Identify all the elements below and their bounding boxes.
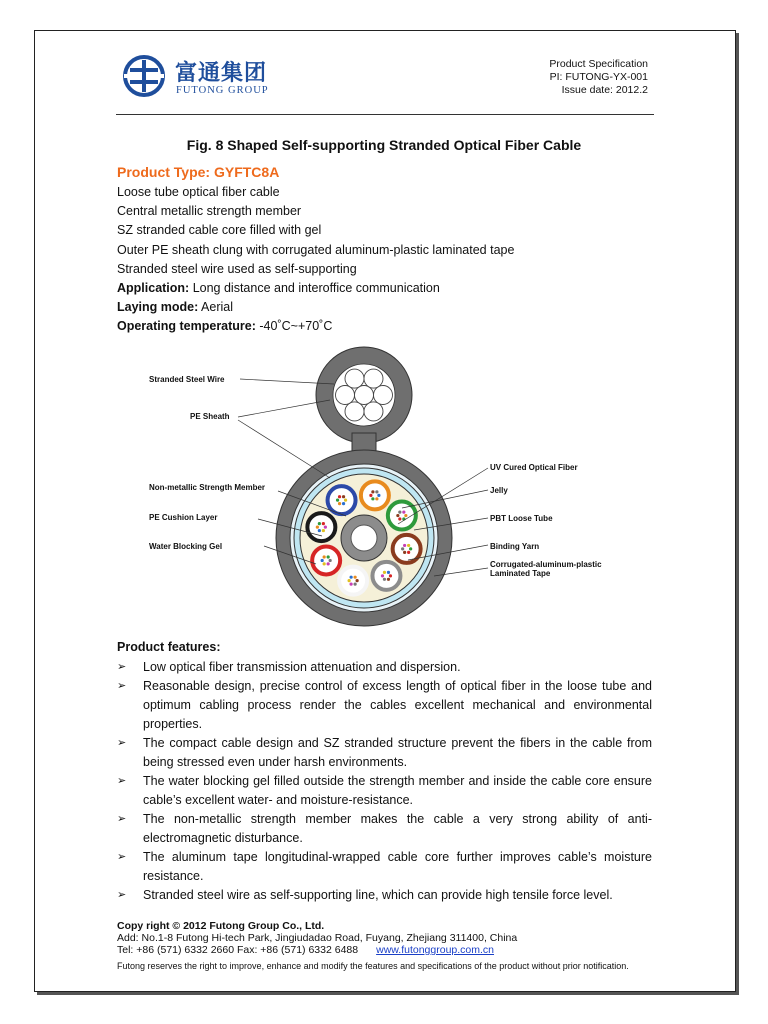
- optical-fiber: [396, 514, 399, 517]
- steel-wire: [355, 386, 374, 405]
- copyright: Copy right © 2012 Futong Group Co., Ltd.: [117, 920, 325, 932]
- spec-line: Product Specification: [549, 58, 648, 70]
- optical-fiber: [403, 551, 406, 554]
- cable-diagram: [140, 338, 630, 628]
- property-label: Application:: [117, 281, 190, 296]
- loose-tube: [328, 486, 356, 514]
- footer: [117, 920, 657, 972]
- optical-fiber: [327, 555, 330, 558]
- optical-fiber: [402, 510, 405, 513]
- spec-block: [549, 58, 648, 97]
- contact-phone-fax: Tel: +86 (571) 6332 2660 Fax: +86 (571) 6332 6488: [117, 944, 359, 956]
- features-heading: Product features:: [117, 640, 221, 654]
- feature-text: The compact cable design and SZ stranded structure prevent the fibers in the cable from being stressed even under harsh environments.: [143, 736, 652, 769]
- optical-fiber: [407, 551, 410, 554]
- arrow-bullet-icon: ➢: [117, 680, 127, 692]
- optical-fiber: [398, 510, 401, 513]
- arrow-bullet-icon: ➢: [117, 889, 127, 901]
- feature-text: Reasonable design, precise control of excess length of optical fiber in the loose tube and optimum cabling process render the cables excellent mechanical and environmental properties.: [143, 679, 652, 731]
- optical-fiber: [375, 490, 378, 493]
- property-application: [117, 279, 514, 298]
- optical-fiber: [375, 497, 378, 500]
- logo-english-name: FUTONG GROUP: [176, 85, 269, 96]
- optical-fiber: [383, 571, 386, 574]
- optical-fiber: [322, 529, 325, 532]
- optical-fiber: [383, 578, 386, 581]
- spec-line: Issue date: 2012.2: [561, 84, 648, 96]
- optical-fiber: [354, 582, 357, 585]
- property-laying-mode: [117, 298, 514, 317]
- optical-fiber: [387, 571, 390, 574]
- optical-fiber: [356, 579, 359, 582]
- optical-fiber: [381, 574, 384, 577]
- central-core: [351, 525, 377, 551]
- label-uv-cured-optical-fiber: UV Cured Optical Fiber: [490, 463, 578, 472]
- feature-text: The non-metallic strength member makes the cable a very strong ability of anti-electromagnetic disturbance.: [143, 812, 652, 845]
- feature-item: [117, 810, 652, 848]
- features-list: [117, 658, 652, 905]
- steel-wire: [364, 369, 383, 388]
- optical-fiber: [404, 514, 407, 517]
- feature-item: [117, 734, 652, 772]
- arrow-bullet-icon: ➢: [117, 737, 127, 749]
- optical-fiber: [342, 502, 345, 505]
- feature-text: Stranded steel wire as self-supporting line, which can provide high tensile force level.: [143, 888, 613, 902]
- property-value: -40˚C~+70˚C: [255, 319, 333, 334]
- optical-fiber: [389, 574, 392, 577]
- label-water-blocking-gel: Water Blocking Gel: [149, 542, 223, 551]
- website-link[interactable]: www.futonggroup.com.cn: [376, 944, 495, 956]
- optical-fiber: [350, 576, 353, 579]
- steel-wire: [345, 369, 364, 388]
- contact-line: [117, 944, 657, 956]
- steel-wire: [336, 386, 355, 405]
- description-list: [117, 183, 514, 337]
- label-corrugated-line-2: Laminated Tape: [490, 569, 551, 578]
- optical-fiber: [327, 562, 330, 565]
- optical-fiber: [377, 494, 380, 497]
- optical-fiber: [338, 502, 341, 505]
- label-non-metallic-strength-member: Non-metallic Strength Member: [149, 483, 266, 492]
- optical-fiber: [403, 544, 406, 547]
- feature-item: [117, 658, 652, 677]
- optical-fiber: [398, 517, 401, 520]
- optical-fiber: [338, 495, 341, 498]
- optical-fiber: [318, 529, 321, 532]
- header-divider: [116, 114, 654, 115]
- loose-tube: [361, 481, 389, 509]
- property-label: Laying mode:: [117, 300, 199, 315]
- optical-fiber: [387, 578, 390, 581]
- feature-item: [117, 772, 652, 810]
- loose-tube: [312, 546, 340, 574]
- logo-chinese-name: 富通集团: [175, 61, 268, 86]
- description-line: Outer PE sheath clung with corrugated aluminum-plastic laminated tape: [117, 242, 515, 257]
- optical-fiber: [329, 559, 332, 562]
- optical-fiber: [323, 562, 326, 565]
- property-value: Long distance and interoffice communication: [189, 281, 440, 296]
- optical-fiber: [350, 582, 353, 585]
- optical-fiber: [323, 555, 326, 558]
- steel-wire: [364, 402, 383, 421]
- optical-fiber: [342, 495, 345, 498]
- optical-fiber: [324, 526, 327, 529]
- optical-fiber: [409, 547, 412, 550]
- optical-fiber: [344, 499, 347, 502]
- property-value: Aerial: [198, 300, 234, 315]
- optical-fiber: [321, 559, 324, 562]
- feature-item: [117, 886, 652, 905]
- description-line: SZ stranded cable core filled with gel: [117, 223, 322, 238]
- arrow-bullet-icon: ➢: [117, 813, 127, 825]
- optical-fiber: [318, 522, 321, 525]
- optical-fiber: [354, 576, 357, 579]
- optical-fiber: [316, 526, 319, 529]
- steel-wire: [345, 402, 364, 421]
- label-pe-sheath: PE Sheath: [190, 412, 230, 421]
- property-label: Operating temperature:: [117, 319, 256, 334]
- product-type: Product Type: GYFTC8A: [117, 164, 280, 180]
- feature-text: Low optical fiber transmission attenuation and dispersion.: [143, 660, 461, 674]
- optical-fiber: [401, 547, 404, 550]
- steel-wire: [374, 386, 393, 405]
- optical-fiber: [407, 544, 410, 547]
- label-corrugated-tape: [490, 560, 602, 578]
- label-binding-yarn: Binding Yarn: [490, 542, 540, 551]
- loose-tube: [372, 562, 400, 590]
- label-pbt-loose-tube: PBT Loose Tube: [490, 514, 553, 523]
- disclaimer-note: Futong reserves the right to improve, enhance and modify the features and specifications of the product without prior notification.: [117, 961, 629, 971]
- feature-item: [117, 677, 652, 734]
- property-temperature: [117, 317, 514, 336]
- feature-item: [117, 848, 652, 886]
- label-corrugated-line-1: Corrugated-aluminum-plastic: [490, 560, 602, 569]
- optical-fiber: [371, 490, 374, 493]
- optical-fiber: [369, 494, 372, 497]
- optical-fiber: [348, 579, 351, 582]
- figure-title: Fig. 8 Shaped Self-supporting Stranded Optical Fiber Cable: [186, 137, 582, 153]
- description-line: Stranded steel wire used as self-supporting: [117, 261, 357, 276]
- spec-line: PI: FUTONG-YX-001: [549, 71, 648, 83]
- loose-tube: [307, 513, 335, 541]
- optical-fiber: [322, 522, 325, 525]
- description-line: Loose tube optical fiber cable: [117, 185, 280, 199]
- optical-fiber: [336, 499, 339, 502]
- optical-fiber: [371, 497, 374, 500]
- feature-text: The aluminum tape longitudinal-wrapped cable core further improves cable’s moisture resistance.: [143, 850, 652, 883]
- description-line: Central metallic strength member: [117, 204, 302, 219]
- label-pe-cushion-layer: PE Cushion Layer: [149, 513, 218, 522]
- arrow-bullet-icon: ➢: [117, 775, 127, 787]
- loose-tube: [339, 567, 367, 595]
- arrow-bullet-icon: ➢: [117, 851, 127, 863]
- address: Add: No.1-8 Futong Hi-tech Park, Jingiudadao Road, Fuyang, Zhejiang 311400, China: [117, 932, 518, 944]
- label-stranded-steel-wire: Stranded Steel Wire: [149, 375, 225, 384]
- arrow-bullet-icon: ➢: [117, 661, 127, 673]
- label-jelly: Jelly: [490, 486, 508, 495]
- feature-text: The water blocking gel filled outside the strength member and inside the cable core ensure cable’s excellent water- and moisture-resistance.: [143, 774, 652, 807]
